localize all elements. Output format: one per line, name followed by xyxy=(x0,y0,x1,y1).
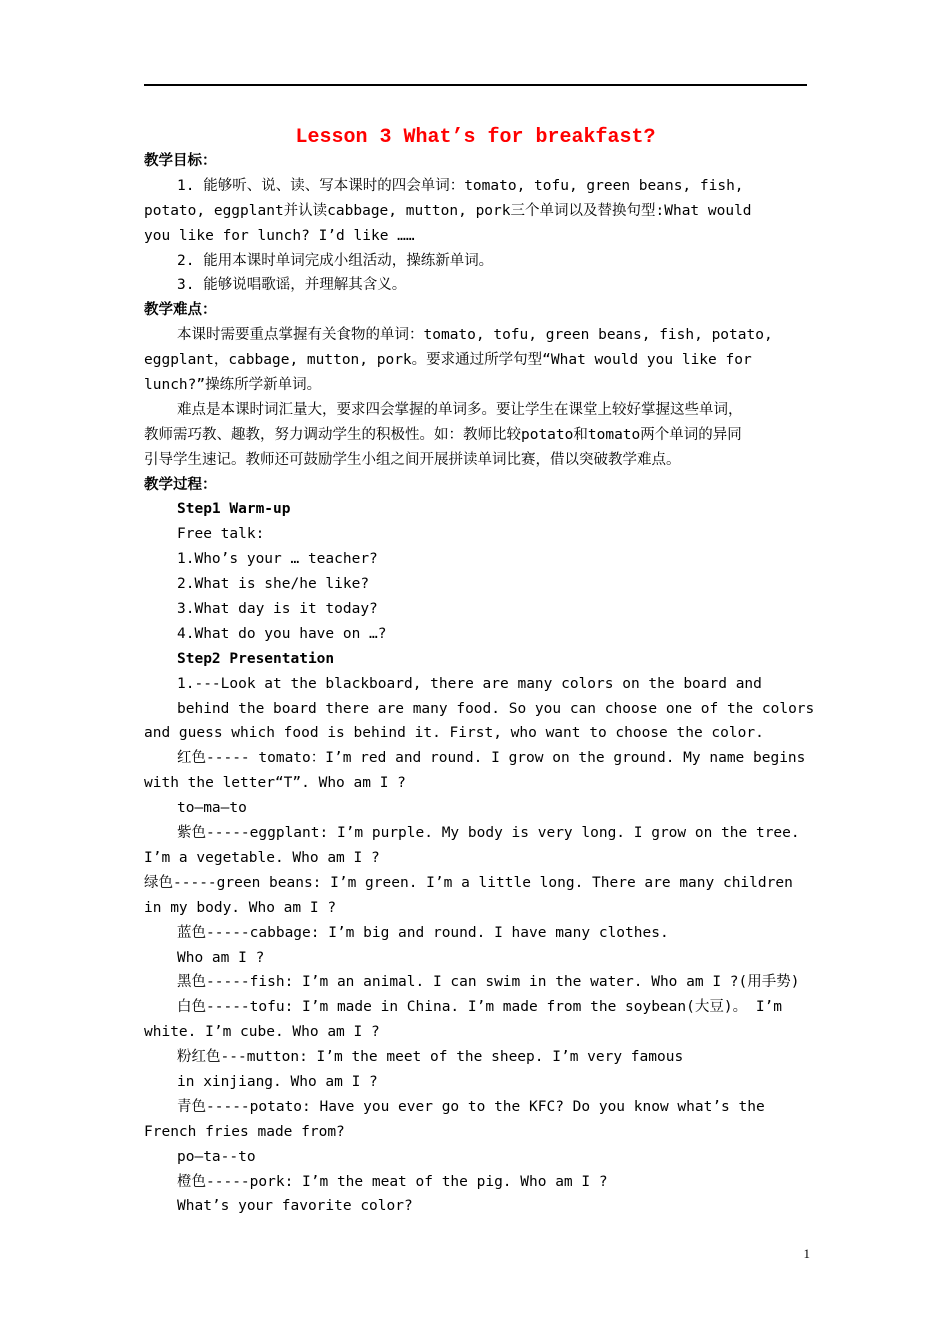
text-line: potato, eggplant并认读cabbage, mutton, pork三个单词以及替换句型:What would xyxy=(144,202,752,219)
text-line: 3.What day is it today? xyxy=(177,601,378,618)
text-line: 2. 能用本课时单词完成小组活动，操练新单词。 xyxy=(177,252,494,269)
text-line: in xinjiang. Who am I ? xyxy=(177,1073,378,1090)
text-line: Step1 Warm-up xyxy=(177,501,291,518)
text-line: 教师需巧教、趣教，努力调动学生的积极性。如：教师比较potato和tomato两个单词的异同 xyxy=(144,426,742,443)
text-line: 1.---Look at the blackboard, there are many colors on the board and xyxy=(177,675,762,692)
text-line: French fries made from? xyxy=(144,1123,345,1140)
text-line: What’s your favorite color? xyxy=(177,1198,413,1215)
text-line: Free talk: xyxy=(177,526,265,543)
page-number: 1 xyxy=(803,1246,810,1261)
text-line: 青色-----potato: Have you ever go to the KFC? Do you know what’s the xyxy=(177,1098,765,1115)
text-line: Step2 Presentation xyxy=(177,650,335,667)
text-line: 引导学生速记。教师还可鼓励学生小组之间开展拼读单词比赛，借以突破教学难点。 xyxy=(144,451,681,468)
text-line: po—ta--to xyxy=(177,1148,256,1165)
section-heading: 教学过程： xyxy=(144,476,217,493)
text-line: white. I’m cube. Who am I ? xyxy=(144,1024,380,1041)
lesson-title: Lesson 3 What’s for breakfast? xyxy=(295,126,656,149)
text-line: in my body. Who am I ? xyxy=(144,899,337,916)
text-line: you like for lunch? I’d like …… xyxy=(144,227,415,244)
text-line: with the letter“T”. Who am I ? xyxy=(144,775,406,792)
text-line: behind the board there are many food. So you can choose one of the colors xyxy=(177,700,815,717)
text-line: and guess which food is behind it. First, who want to choose the color. xyxy=(144,725,764,742)
text-line: 1. 能够听、说、读、写本课时的四会单词：tomato, tofu, green beans, fish, xyxy=(177,177,744,194)
text-line: 白色-----tofu: I’m made in China. I’m made from the soybean(大豆)。 I’m xyxy=(177,999,783,1016)
text-line: 黑色-----fish: I’m an animal. I can swim in the water. Who am I ?(用手势) xyxy=(177,974,800,991)
text-line: 2.What is she/he like? xyxy=(177,576,370,593)
text-line: 1.Who’s your … teacher? xyxy=(177,551,378,568)
text-line: I’m a vegetable. Who am I ? xyxy=(144,849,380,866)
document-body xyxy=(144,149,815,1219)
text-line: to—ma—to xyxy=(177,800,247,817)
text-line: 本课时需要重点掌握有关食物的单词：tomato, tofu, green beans, fish, potato, xyxy=(177,327,773,344)
text-line: Who am I ? xyxy=(177,949,265,966)
text-line: 绿色-----green beans: I’m green. I’m a little long. There are many children xyxy=(144,874,793,891)
text-line: 蓝色-----cabbage: I’m big and round. I have many clothes. xyxy=(177,924,669,941)
text-line: lunch?”操练所学新单词。 xyxy=(144,377,322,394)
text-line: 3. 能够说唱歌谣，并理解其含义。 xyxy=(177,277,407,294)
section-heading: 教学难点： xyxy=(144,302,217,319)
text-line: eggplant，cabbage, mutton, pork。要求通过所学句型“What would you like for xyxy=(144,352,752,369)
text-line: 4.What do you have on …? xyxy=(177,625,387,642)
text-line: 橙色-----pork: I’m the meat of the pig. Who am I ? xyxy=(177,1173,608,1190)
text-line: 紫色-----eggplant: I’m purple. My body is very long. I grow on the tree. xyxy=(177,825,800,842)
text-line: 粉红色---mutton: I’m the meet of the sheep. I’m very famous xyxy=(177,1049,684,1066)
text-line: 红色----- tomato：I’m red and round. I grow on the ground. My name begins xyxy=(177,750,806,767)
text-line: 难点是本课时词汇量大，要求四会掌握的单词多。要让学生在课堂上较好掌握这些单词， xyxy=(177,401,743,418)
section-heading: 教学目标： xyxy=(144,153,217,169)
header-rule xyxy=(144,84,807,86)
